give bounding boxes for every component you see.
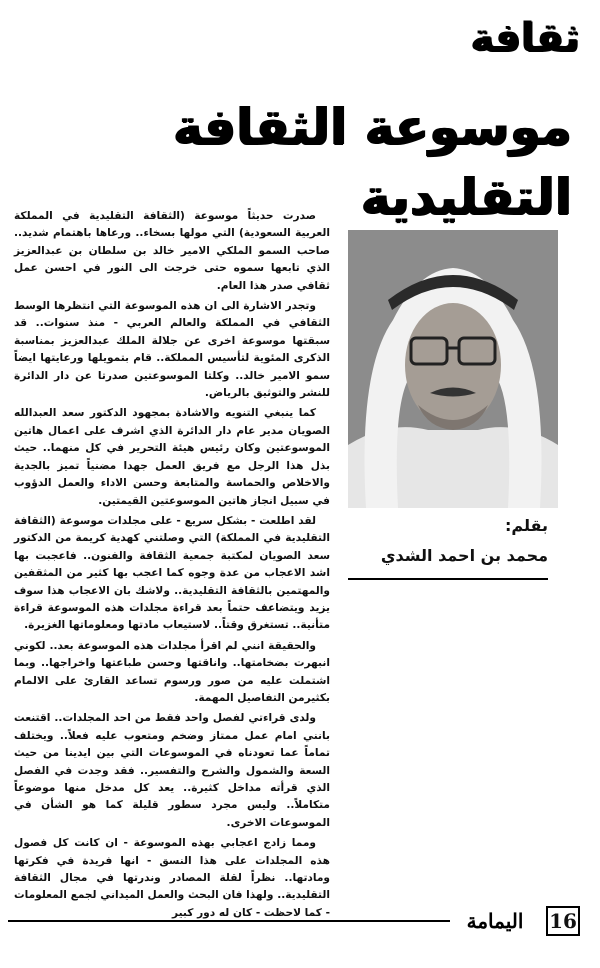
paragraph: وتجدر الاشارة الى ان هذه الموسوعة التي انتظرها الوسط الثقافي في المملكة والعالم العربي - منذ سنوات.. قد سبقتها موسوعة اخرى عن جلالة الملك عبدالعزيز بمناسبة الذكرى المئوية لتأسيس المملكة.. قام بتمويلها ورعايتها ايضاً سمو الامير خالد.. وكلتا الموسوعتين صدرتا عن دار الدائرة للنشر والتوثيق بالرياض.	[14, 300, 330, 400]
article-body	[14, 208, 330, 919]
byline	[348, 515, 548, 567]
article-headline: موسوعة الثقافة التقليدية	[173, 98, 572, 226]
paragraph: ومما زادج اعجابي بهذه الموسوعة - ان كانت كل فصول هذه المجلدات على هذا النسق - انها فريدة في فكرتها ومادتها.. نظراً لقلة المصادر وندرتها في مجال الثقافة التقليدية.. ولهذا فان البحث والعمل الميداني لجمع المعلومات - كما لاحظت - كان له دور كبير	[14, 837, 330, 919]
paragraph: لقد اطلعت - بشكل سريع - على مجلدات موسوعة (الثقافة التقليدية في المملكة) التي وصلتني كهدية كريمة من الدكتور سعد الصويان لمكتبة جمعية الثقافة والفنون.. فاعجبت بها اشد الاعجاب من عدة وجوه كما اعجب بها كثير من المثقفين والمهتمين بالثقافة التقليدية.. ولاشك بان الاعجاب هذا سوف يزيد ويتضاعف حتماً بعد قراءة مجلدات هذه الموسوعة قراءة متأنية.. تستغرق وقتاً.. لاستيعاب مادتها ومعلوماتها الغزيرة.	[14, 514, 330, 632]
paragraph: والحقيقة انني لم اقرأ مجلدات هذه الموسوعة بعد.. لكوني انبهرت بضخامتها.. واناقتها وحسن طباعتها واخراجها.. وبما اشتملت عليه من صور ورسوم تساعد القارئ على الالمام بكثيرمن التفاصيل المهمة.	[14, 639, 330, 704]
byline-label: بقلم:	[505, 516, 548, 535]
paragraph: صدرت حديثاً موسوعة (الثقافة التقليدية في المملكة العربية السعودية) التي مولها بسخاء.. ورعاها باهتمام شديد.. صاحب السمو الملكي الامير خالد بن سلطان بن عبدالعزيز الذي تابعها سموه حتى خرجت الى النور في احسن عمل ثقافي صدر هذا العام.	[14, 210, 330, 292]
magazine-logo: اليمامة	[450, 906, 540, 936]
page-number: 16	[546, 906, 580, 936]
section-title: ثقافة	[470, 15, 580, 61]
author-name: محمد بن احمد الشدي	[380, 546, 548, 565]
footer-divider	[8, 920, 518, 922]
byline-divider	[348, 578, 548, 580]
author-photo	[348, 230, 558, 508]
paragraph: كما ينبغي التنويه والاشادة بمجهود الدكتور سعد العبدالله الصويان مدير عام دار الدائرة الذي اشرف على اعمال هاتين الموسوعتين وكان رئيس هيئة التحرير في كل منهما.. حيث بذل هذا الرجل مع فريق العمل جهدا مضنياً تميز بالجدية والاخلاص والحماسة والمتابعة وحسن الاداء والعمل الدؤوب في سبيل انجاز هاتين الموسوعتين القيمتين.	[14, 407, 330, 507]
paragraph: ولدى قراءتي لفصل واحد فقط من احد المجلدات.. اقتنعت بانني امام عمل ممتاز وضخم ومتعوب عليه فعلاً.. ويختلف تماماً عما تعودناه في الموسوعات التي بين ايدينا من حيث السعة والشمول والشرح والتفسير.. فقد وجدت في الفصل الذي قرأته مداخل كثيرة.. يعد كل مدخل منها موضوعاً متكاملاً.. وليس مجرد سطور قليلة كما هو الشأن في الموسوعات الاخرى.	[14, 712, 330, 829]
